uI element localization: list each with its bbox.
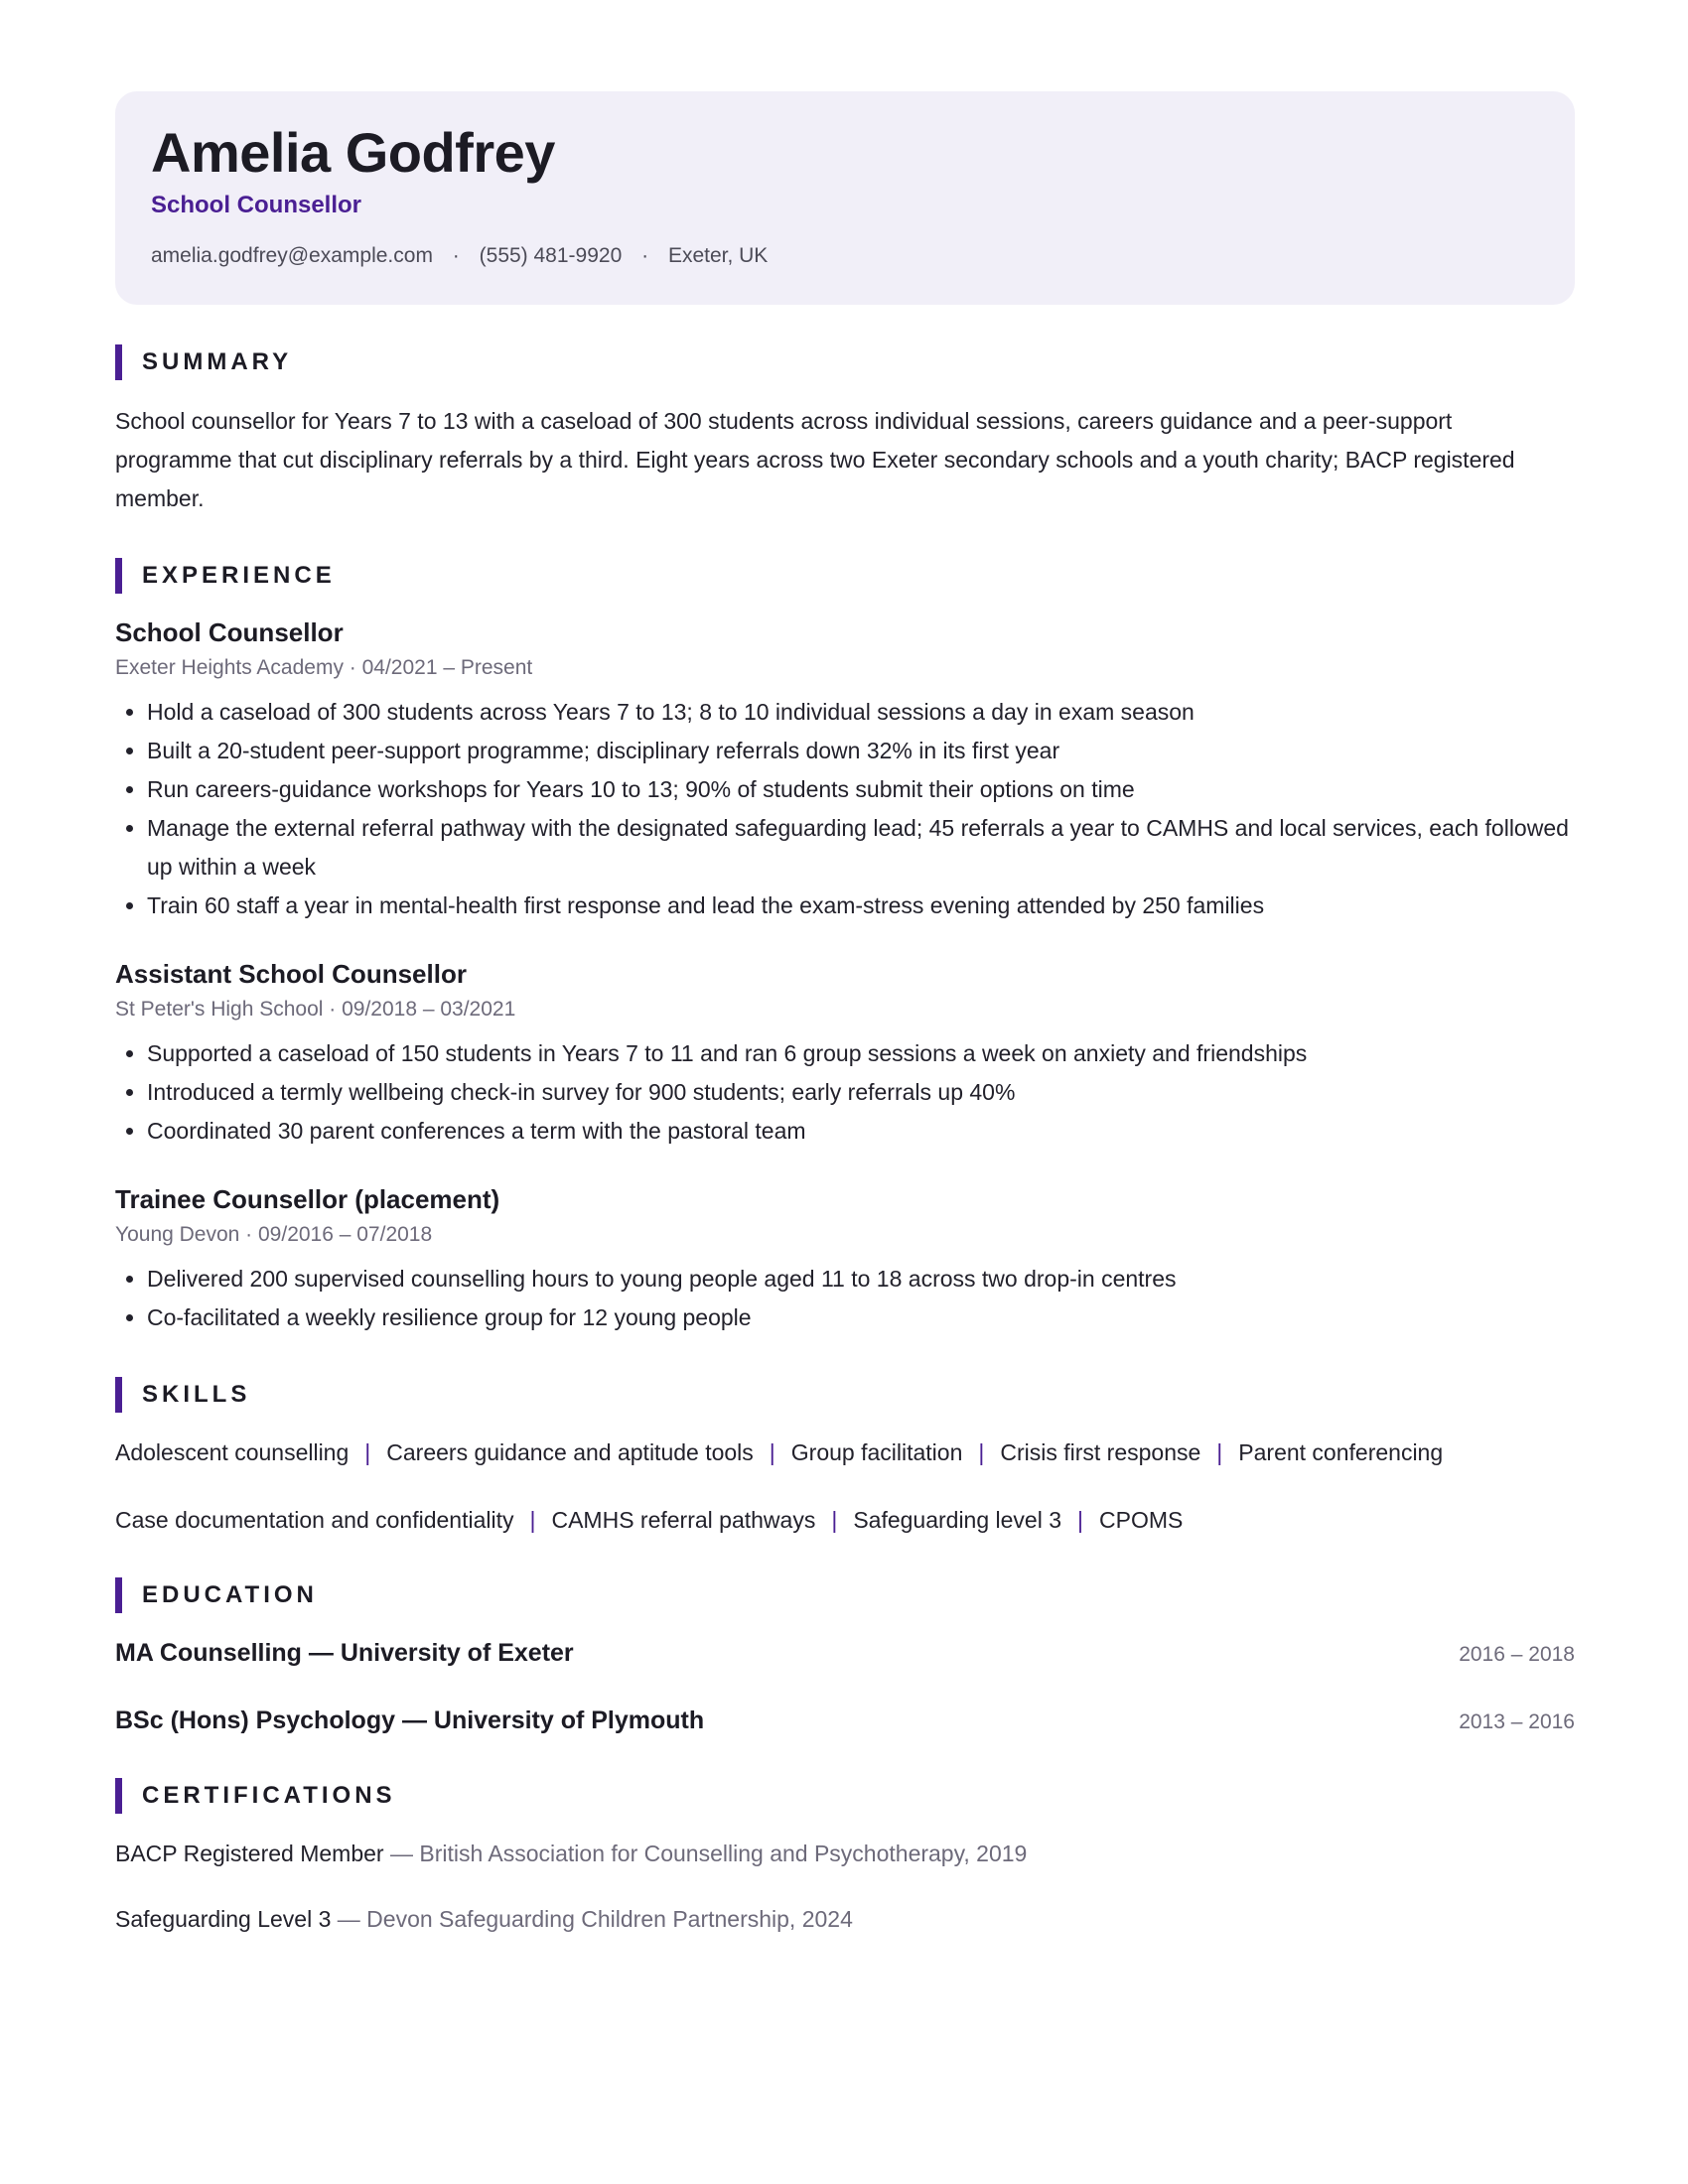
skill-separator: | [769, 1439, 775, 1465]
certification-entry [115, 1836, 1575, 1871]
education-degree: MA Counselling — University of Exeter [115, 1639, 574, 1667]
section-accent-bar [115, 1577, 122, 1613]
certification-name: BACP Registered Member [115, 1841, 384, 1866]
skill-item: Crisis first response [1000, 1439, 1201, 1465]
skill-item: CAMHS referral pathways [551, 1507, 816, 1533]
job-entry [115, 1182, 1575, 1337]
certifications-section [115, 1778, 1575, 1937]
job-bullet: • Run careers-guidance workshops for Years 10 to 13; 90% of students submit their options on time [147, 770, 1575, 809]
skill-item: Safeguarding level 3 [853, 1507, 1062, 1533]
skill-separator: | [1077, 1507, 1084, 1533]
skill-separator: | [364, 1439, 371, 1465]
job-bullets [115, 693, 1575, 925]
section-accent-bar [115, 1778, 122, 1814]
skill-separator: | [978, 1439, 985, 1465]
candidate-name: Amelia Godfrey [151, 121, 555, 184]
skills-row [115, 1502, 1575, 1538]
candidate-role: School Counsellor [151, 192, 362, 218]
contact-separator: · [452, 244, 460, 267]
job-bullets [115, 1260, 1575, 1337]
section-label: SKILLS [142, 1381, 251, 1408]
job-title: School Counsellor [115, 617, 344, 647]
contact-location: Exeter, UK [667, 244, 769, 267]
skill-item: Adolescent counselling [115, 1439, 350, 1465]
job-bullet: • Introduced a termly wellbeing check-in survey for 900 students; early referrals up 40% [147, 1073, 1575, 1112]
section-accent-bar [115, 1377, 122, 1413]
job-bullet: • Coordinated 30 parent conferences a term with the pastoral team [147, 1112, 1575, 1151]
skill-separator: | [831, 1507, 838, 1533]
section-accent-bar [115, 558, 122, 594]
section-heading [115, 1577, 1575, 1613]
job-bullet: • Co-facilitated a weekly resilience group for 12 young people [147, 1298, 1575, 1337]
job-title: Trainee Counsellor (placement) [115, 1184, 500, 1214]
header-card [115, 91, 1575, 305]
education-section [115, 1577, 1575, 1738]
contact-email: amelia.godfrey@example.com [151, 244, 433, 267]
education-dates: 2016 – 2018 [1459, 1643, 1575, 1666]
contact-phone: (555) 481-9920 [479, 244, 623, 267]
job-bullet: • Supported a caseload of 150 students in Years 7 to 11 and ran 6 group sessions a week on anxiety and friendships [147, 1034, 1575, 1073]
job-title: Assistant School Counsellor [115, 959, 467, 989]
certification-entry [115, 1901, 1575, 1937]
skills-section [115, 1377, 1575, 1538]
section-heading [115, 558, 1575, 594]
job-entry [115, 957, 1575, 1151]
certification-issuer: — Devon Safeguarding Children Partnership, 2024 [331, 1906, 853, 1932]
job-bullet: • Manage the external referral pathway with the designated safeguarding lead; 45 referrals a year to CAMHS and local services, each followed up within a week [147, 809, 1575, 887]
skill-separator: | [529, 1507, 536, 1533]
job-bullet: • Delivered 200 supervised counselling hours to young people aged 11 to 18 across two drop-in centres [147, 1260, 1575, 1298]
certification-issuer: — British Association for Counselling and Psychotherapy, 2019 [383, 1841, 1028, 1866]
job-meta: St Peter's High School · 09/2018 – 03/2021 [115, 998, 516, 1021]
summary-section [115, 344, 1575, 518]
skill-item: CPOMS [1099, 1507, 1184, 1533]
skill-item: Parent conferencing [1238, 1439, 1444, 1465]
resume-page [115, 91, 1575, 1967]
education-entry [115, 1635, 1575, 1671]
skill-item: Careers guidance and aptitude tools [386, 1439, 754, 1465]
section-label: EDUCATION [142, 1581, 318, 1608]
job-meta: Young Devon · 09/2016 – 07/2018 [115, 1223, 433, 1246]
contact-separator: · [641, 244, 649, 267]
education-entry [115, 1703, 1575, 1738]
section-heading [115, 344, 1575, 380]
education-degree: BSc (Hons) Psychology — University of Plymouth [115, 1706, 705, 1734]
job-entry [115, 615, 1575, 925]
contact-line [151, 242, 1539, 270]
section-label: EXPERIENCE [142, 562, 336, 589]
job-bullet: • Train 60 staff a year in mental-health first response and lead the exam-stress evening attended by 250 families [147, 887, 1575, 925]
job-bullet: • Built a 20-student peer-support programme; disciplinary referrals down 32% in its first year [147, 732, 1575, 770]
section-heading [115, 1377, 1575, 1413]
summary-text: School counsellor for Years 7 to 13 with a caseload of 300 students across individual sessions, careers guidance and a peer-support programme that cut disciplinary referrals by a third. Eight years across two Exeter secondary schools and a youth charity; BACP registered member. [115, 408, 1515, 511]
certification-name: Safeguarding Level 3 [115, 1906, 332, 1932]
skill-item: Group facilitation [790, 1439, 963, 1465]
skill-separator: | [1216, 1439, 1223, 1465]
skills-row [115, 1434, 1575, 1470]
section-heading [115, 1778, 1575, 1814]
job-bullet: • Hold a caseload of 300 students across Years 7 to 13; 8 to 10 individual sessions a day in exam season [147, 693, 1575, 732]
skill-item: Case documentation and confidentiality [115, 1507, 514, 1533]
section-label: SUMMARY [142, 348, 293, 375]
job-bullets [115, 1034, 1575, 1151]
education-dates: 2013 – 2016 [1459, 1710, 1575, 1733]
job-meta: Exeter Heights Academy · 04/2021 – Present [115, 656, 533, 679]
section-accent-bar [115, 344, 122, 380]
experience-section [115, 558, 1575, 1337]
section-label: CERTIFICATIONS [142, 1782, 396, 1809]
